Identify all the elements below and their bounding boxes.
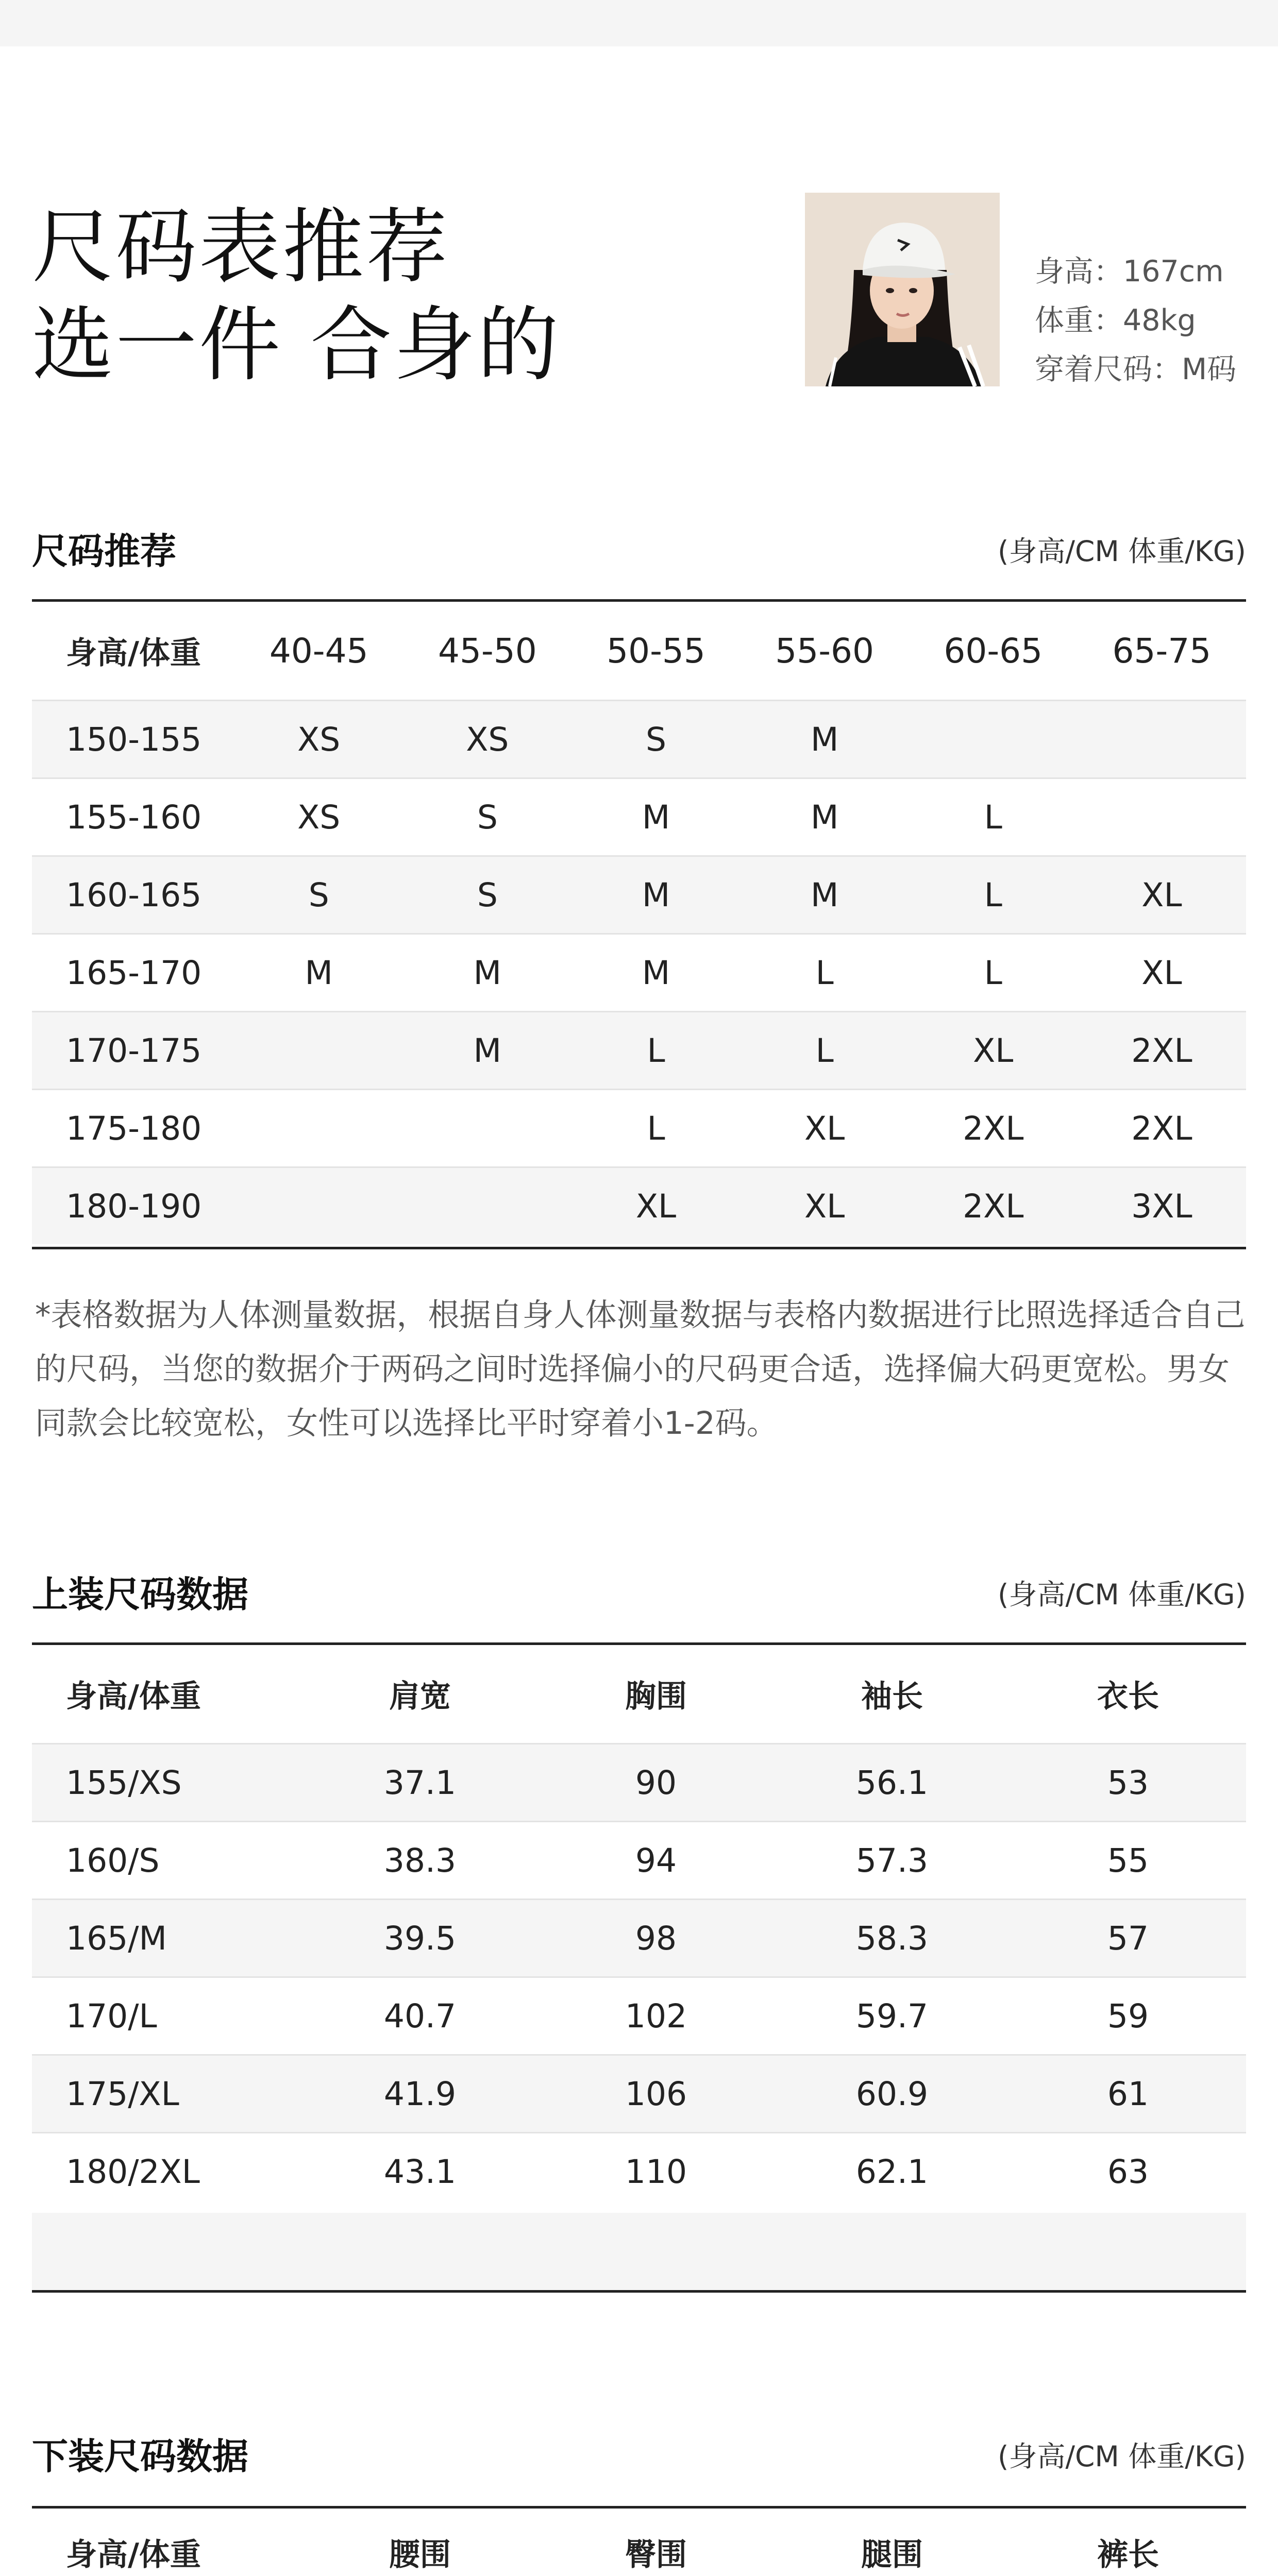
size-note: *表格数据为人体测量数据，根据自身人体测量数据与表格内数据进行比照选择适合自己的尺码，当您的数据介于两码之间时选择偏小的尺码更合适，选择偏大码更宽松。男女同款会比较宽松，女性可以选择比平时穿着小1-2码。 <box>35 1297 1246 1442</box>
table-header-row <box>32 1645 1246 1743</box>
table-header-row <box>32 602 1246 700</box>
table-cell: 57.3 <box>855 1841 929 1879</box>
table-row <box>32 2132 1246 2210</box>
table-cell: L <box>815 1031 834 1070</box>
table-cell: 3XL <box>1131 1187 1192 1225</box>
table-cell: 38.3 <box>383 1841 457 1879</box>
model-weight: 体重：48kg <box>1035 303 1196 337</box>
table-cell: 2XL <box>1131 1031 1192 1070</box>
table-cell: 57 <box>1107 1919 1149 1957</box>
table-cell: 106 <box>625 2075 687 2113</box>
top-bar <box>0 0 1278 46</box>
column-header: 衣长 <box>1097 1679 1159 1715</box>
model-size: 穿着尺码：M码 <box>1035 352 1237 386</box>
unit-label: (身高/CM 体重/KG) <box>997 1578 1246 1611</box>
row-label: 160-165 <box>66 876 202 914</box>
table-cell: XL <box>804 1109 845 1147</box>
unit-label: (身高/CM 体重/KG) <box>997 2440 1246 2473</box>
table-cell: 43.1 <box>383 2153 457 2191</box>
table-cell: M <box>810 720 839 758</box>
table-cell: L <box>815 954 834 992</box>
table-cell: M <box>642 876 670 914</box>
column-header: 肩宽 <box>389 1679 451 1715</box>
model-photo <box>805 193 1000 386</box>
column-header: 40-45 <box>269 631 368 671</box>
table-cell: XL <box>973 1031 1014 1070</box>
table-cell: 58.3 <box>855 1919 929 1957</box>
table-cell: 2XL <box>963 1187 1024 1225</box>
table-row <box>32 1899 1246 1976</box>
hero-title <box>32 198 561 394</box>
model-height: 身高：167cm <box>1035 255 1224 289</box>
table-cell: 2XL <box>1131 1109 1192 1147</box>
table-cell: XS <box>297 720 341 758</box>
table-cell: XL <box>1141 954 1182 992</box>
table-row <box>32 2054 1246 2132</box>
table-row <box>32 700 1246 777</box>
table-bottom-rule <box>32 1247 1246 1249</box>
section-title: 上装尺码数据 <box>32 1573 248 1616</box>
table-cell: 37.1 <box>383 1764 457 1802</box>
hero-title-line1: 尺码表推荐 <box>32 200 449 295</box>
section-title: 尺码推荐 <box>32 530 176 572</box>
table-cell: 90 <box>635 1764 677 1802</box>
column-header: 50-55 <box>607 631 705 671</box>
table-cell: S <box>477 876 498 914</box>
row-label: 175-180 <box>66 1109 202 1147</box>
table-cell: S <box>308 876 329 914</box>
table-cell: M <box>810 798 839 836</box>
column-header: 60-65 <box>944 631 1043 671</box>
row-label: 175/XL <box>66 2075 179 2113</box>
table-cell: L <box>647 1031 665 1070</box>
row-label: 150-155 <box>66 720 202 758</box>
table-cell: 61 <box>1107 2075 1149 2113</box>
table-row <box>32 1011 1246 1089</box>
table-cell: L <box>984 798 1002 836</box>
table-header-row <box>32 2509 1246 2576</box>
table-cell: L <box>984 876 1002 914</box>
row-label: 165-170 <box>66 954 202 992</box>
table-cell: 59 <box>1107 1997 1149 2035</box>
row-label: 170/L <box>66 1997 157 2035</box>
row-label: 165/M <box>66 1919 167 1957</box>
column-header: 裤长 <box>1097 2537 1159 2573</box>
row-label: 180-190 <box>66 1187 202 1225</box>
table-row <box>32 855 1246 933</box>
row-label: 155/XS <box>66 1764 182 1802</box>
row-label: 170-175 <box>66 1031 202 1070</box>
table-cell: M <box>473 954 502 992</box>
column-header: 臀围 <box>625 2537 687 2573</box>
model-illustration <box>805 193 1000 386</box>
table-cell: 110 <box>625 2153 687 2191</box>
table-cell: 55 <box>1107 1841 1149 1879</box>
table-row <box>32 1976 1246 2054</box>
top-size-filler <box>32 2213 1246 2290</box>
table-cell: 2XL <box>963 1109 1024 1147</box>
table-cell: 62.1 <box>855 2153 929 2191</box>
table-cell: M <box>473 1031 502 1070</box>
table-cell: 102 <box>625 1997 687 2035</box>
model-info <box>1035 247 1236 394</box>
table-cell: 59.7 <box>855 1997 929 2035</box>
table-cell: S <box>477 798 498 836</box>
column-header: 身高/体重 <box>66 1679 201 1715</box>
size-recommend-table <box>32 602 1246 1244</box>
bottom-size-table <box>32 2509 1246 2576</box>
top-size-header <box>32 1569 1246 1620</box>
hero-title-line2: 选一件 合身的 <box>32 298 561 393</box>
bottom-size-header <box>32 2431 1246 2482</box>
table-cell: M <box>642 954 670 992</box>
column-header: 胸围 <box>625 1679 687 1715</box>
column-header: 腰围 <box>389 2537 451 2573</box>
column-header: 65-75 <box>1112 631 1212 671</box>
table-cell: 56.1 <box>855 1764 929 1802</box>
column-header: 腿围 <box>861 2537 923 2573</box>
unit-label: (身高/CM 体重/KG) <box>997 535 1246 568</box>
row-label: 155-160 <box>66 798 202 836</box>
table-cell: 94 <box>635 1841 677 1879</box>
table-row <box>32 933 1246 1011</box>
table-row <box>32 777 1246 855</box>
table-cell: XL <box>804 1187 845 1225</box>
table-cell: 40.7 <box>383 1997 457 2035</box>
table-cell: 63 <box>1107 2153 1149 2191</box>
table-row <box>32 1821 1246 1899</box>
table-cell: XS <box>297 798 341 836</box>
table-cell: L <box>647 1109 665 1147</box>
table-row <box>32 1743 1246 1821</box>
column-header: 袖长 <box>861 1679 923 1715</box>
table-cell: M <box>810 876 839 914</box>
table-cell: XL <box>1141 876 1182 914</box>
row-label: 180/2XL <box>66 2153 200 2191</box>
table-cell: S <box>645 720 666 758</box>
section-title: 下装尺码数据 <box>32 2435 248 2478</box>
column-header: 身高/体重 <box>66 2537 201 2573</box>
table-cell: L <box>984 954 1002 992</box>
table-row <box>32 1166 1246 1244</box>
table-cell: 60.9 <box>855 2075 929 2113</box>
table-cell: 41.9 <box>383 2075 457 2113</box>
table-cell: M <box>642 798 670 836</box>
column-header: 55-60 <box>775 631 875 671</box>
table-cell: 39.5 <box>383 1919 457 1957</box>
table-cell: XL <box>635 1187 677 1225</box>
table-bottom-rule <box>32 2290 1246 2293</box>
table-cell: XS <box>466 720 509 758</box>
column-header: 身高/体重 <box>66 635 201 671</box>
size-recommend-header <box>32 526 1246 577</box>
row-label: 160/S <box>66 1841 160 1879</box>
column-header: 45-50 <box>438 631 537 671</box>
table-row <box>32 1089 1246 1166</box>
table-cell: 53 <box>1107 1764 1149 1802</box>
table-cell: 98 <box>635 1919 677 1957</box>
table-cell: M <box>305 954 333 992</box>
top-size-table <box>32 1645 1246 2210</box>
